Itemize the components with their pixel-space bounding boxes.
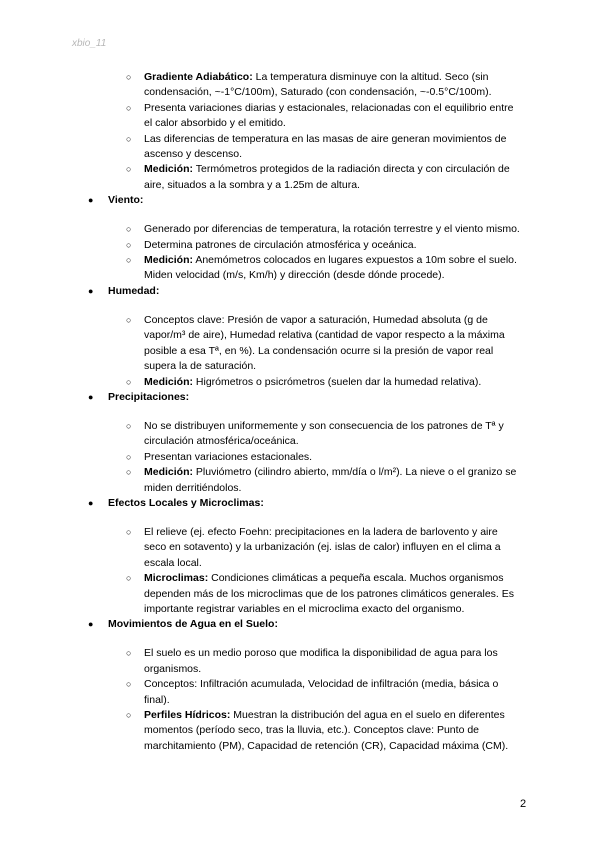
hollow-bullet-icon: ○: [126, 72, 132, 82]
list-item: [0, 162, 600, 193]
list-item: [0, 238, 600, 253]
list-item: [0, 571, 600, 617]
item-text: Muestran la distribución del agua en el suelo en diferentes momentos (período seco, tras la lluvia, etc.). Conceptos clave: Punto de marchitamiento (PM), Capacidad de retención (CR), Capacidad máxima (CM).: [144, 709, 509, 752]
filled-bullet-icon: ●: [88, 391, 94, 402]
filled-bullet-icon: ●: [88, 497, 94, 508]
list-item: [0, 677, 600, 708]
item-text: No se distribuyen uniformemente y son consecuencia de los patrones de Tª y circulación atmosférica/oceánica.: [144, 419, 504, 448]
item-label: Microclimas:: [144, 572, 209, 585]
hollow-bullet-icon: ○: [126, 133, 132, 144]
section-title-text: Movimientos de Agua en el Suelo:: [108, 618, 278, 631]
hollow-bullet-icon: ○: [126, 255, 132, 266]
item-label: Perfiles Hídricos:: [144, 709, 231, 721]
list-item: [0, 101, 600, 132]
item-text: Conceptos clave: Presión de vapor a saturación, Humedad absoluta (g de vapor/m³ de aire), Humedad relativa (cantidad de vapor respecto a la máxima posible a esa Tª, en %). La condensación ocurre si la presión de vapor real supera la de saturación.: [144, 313, 505, 373]
hollow-bullet-icon: ○: [126, 376, 132, 387]
document-header: xbio_11: [72, 38, 107, 49]
item-text: Conceptos: Infiltración acumulada, Velocidad de infiltración (media, básica o final).: [144, 678, 499, 706]
item-label: Medición:: [144, 466, 193, 479]
hollow-bullet-icon: ○: [126, 526, 132, 537]
section-title: [0, 390, 600, 405]
hollow-bullet-icon: ○: [126, 239, 132, 250]
list-item: [0, 313, 600, 375]
section-title-text: Precipitaciones:: [108, 390, 190, 403]
section-list: [0, 646, 600, 754]
item-text: Anemómetros colocados en lugares expuestos a 10m sobre el suelo. Miden velocidad (m/s, Km/h) y dirección (desde dónde procede).: [144, 254, 517, 282]
section-title: [0, 617, 600, 632]
hollow-bullet-icon: ○: [126, 573, 132, 584]
list-item: [0, 375, 600, 390]
item-text: La temperatura disminuye con la altitud. Seco (sin condensación, ~-1°C/100m), Saturado (con condensación, ~-0.5°C/100m).: [144, 71, 492, 99]
hollow-bullet-icon: ○: [126, 648, 132, 659]
section-title: [0, 193, 600, 208]
list-item: [0, 419, 600, 450]
section: [0, 193, 600, 284]
list-item: [0, 465, 600, 496]
list-item: [0, 450, 600, 465]
list-item: [0, 708, 600, 754]
sections-container: [0, 193, 600, 754]
list-item: [0, 132, 600, 163]
item-label: Medición:: [144, 254, 193, 267]
list-item: [0, 253, 600, 284]
section: [0, 617, 600, 754]
item-text: Presentan variaciones estacionales.: [144, 450, 313, 463]
hollow-bullet-icon: ○: [126, 224, 132, 235]
section: [0, 390, 600, 496]
section-list: [0, 419, 600, 496]
hollow-bullet-icon: ○: [126, 314, 132, 325]
section-list: [0, 313, 600, 390]
item-text: Las diferencias de temperatura en las masas de aire generan movimientos de ascenso y descenso.: [144, 132, 507, 161]
filled-bullet-icon: ●: [88, 285, 94, 296]
section-title-text: Efectos Locales y Microclimas:: [108, 496, 264, 509]
hollow-bullet-icon: ○: [126, 451, 132, 462]
item-label: Medición:: [144, 163, 193, 176]
list-item: [0, 525, 600, 571]
list-item: [0, 70, 600, 101]
section: [0, 284, 600, 390]
item-text: Generado por diferencias de temperatura, la rotación terrestre y el viento mismo.: [144, 223, 520, 236]
item-text: Presenta variaciones diarias y estacionales, relacionadas con el equilibrio entre el calor absorbido y el emitido.: [144, 101, 514, 130]
section-title: [0, 284, 600, 299]
document-body: [0, 70, 600, 754]
item-text: Termómetros protegidos de la radiación directa y con circulación de aire, situados a la sombra y a 1.25m de altura.: [144, 163, 510, 191]
filled-bullet-icon: ●: [88, 619, 94, 630]
item-label: Gradiente Adiabático:: [144, 71, 253, 83]
hollow-bullet-icon: ○: [126, 467, 132, 478]
section: [0, 496, 600, 617]
section-title: [0, 496, 600, 511]
page-number: 2: [520, 798, 527, 810]
list-item: [0, 646, 600, 677]
section-title-text: Viento:: [108, 194, 144, 207]
intro-list: [0, 70, 600, 193]
hollow-bullet-icon: ○: [126, 420, 132, 431]
item-text: Pluviómetro (cilindro abierto, mm/día o l/m²). La nieve o el granizo se miden derritiéndolos.: [144, 466, 517, 494]
filled-bullet-icon: ●: [88, 195, 94, 206]
hollow-bullet-icon: ○: [126, 679, 132, 690]
list-item: [0, 222, 600, 237]
item-label: Medición:: [144, 375, 193, 388]
item-text: Condiciones climáticas a pequeña escala. Muchos organismos dependen más de los microclimas que de los patrones climáticos generales. Es importante registrar variables en el microclima exacto del organismo.: [144, 572, 515, 615]
item-text: El relieve (ej. efecto Foehn: precipitaciones en la ladera de barlovento y aire seco en sotavento) y la urbanización (ej. islas de calor) influyen en el clima a escala local.: [144, 525, 501, 569]
section-list: [0, 525, 600, 617]
item-text: Higrómetros o psicrómetros (suelen dar la humedad relativa).: [193, 375, 482, 388]
hollow-bullet-icon: ○: [126, 164, 132, 175]
item-text: El suelo es un medio poroso que modifica la disponibilidad de agua para los organismos.: [144, 647, 498, 675]
hollow-bullet-icon: ○: [126, 102, 132, 113]
item-text: Determina patrones de circulación atmosférica y oceánica.: [144, 238, 417, 251]
hollow-bullet-icon: ○: [126, 710, 132, 720]
section-title-text: Humedad:: [108, 284, 160, 297]
section-list: [0, 222, 600, 284]
